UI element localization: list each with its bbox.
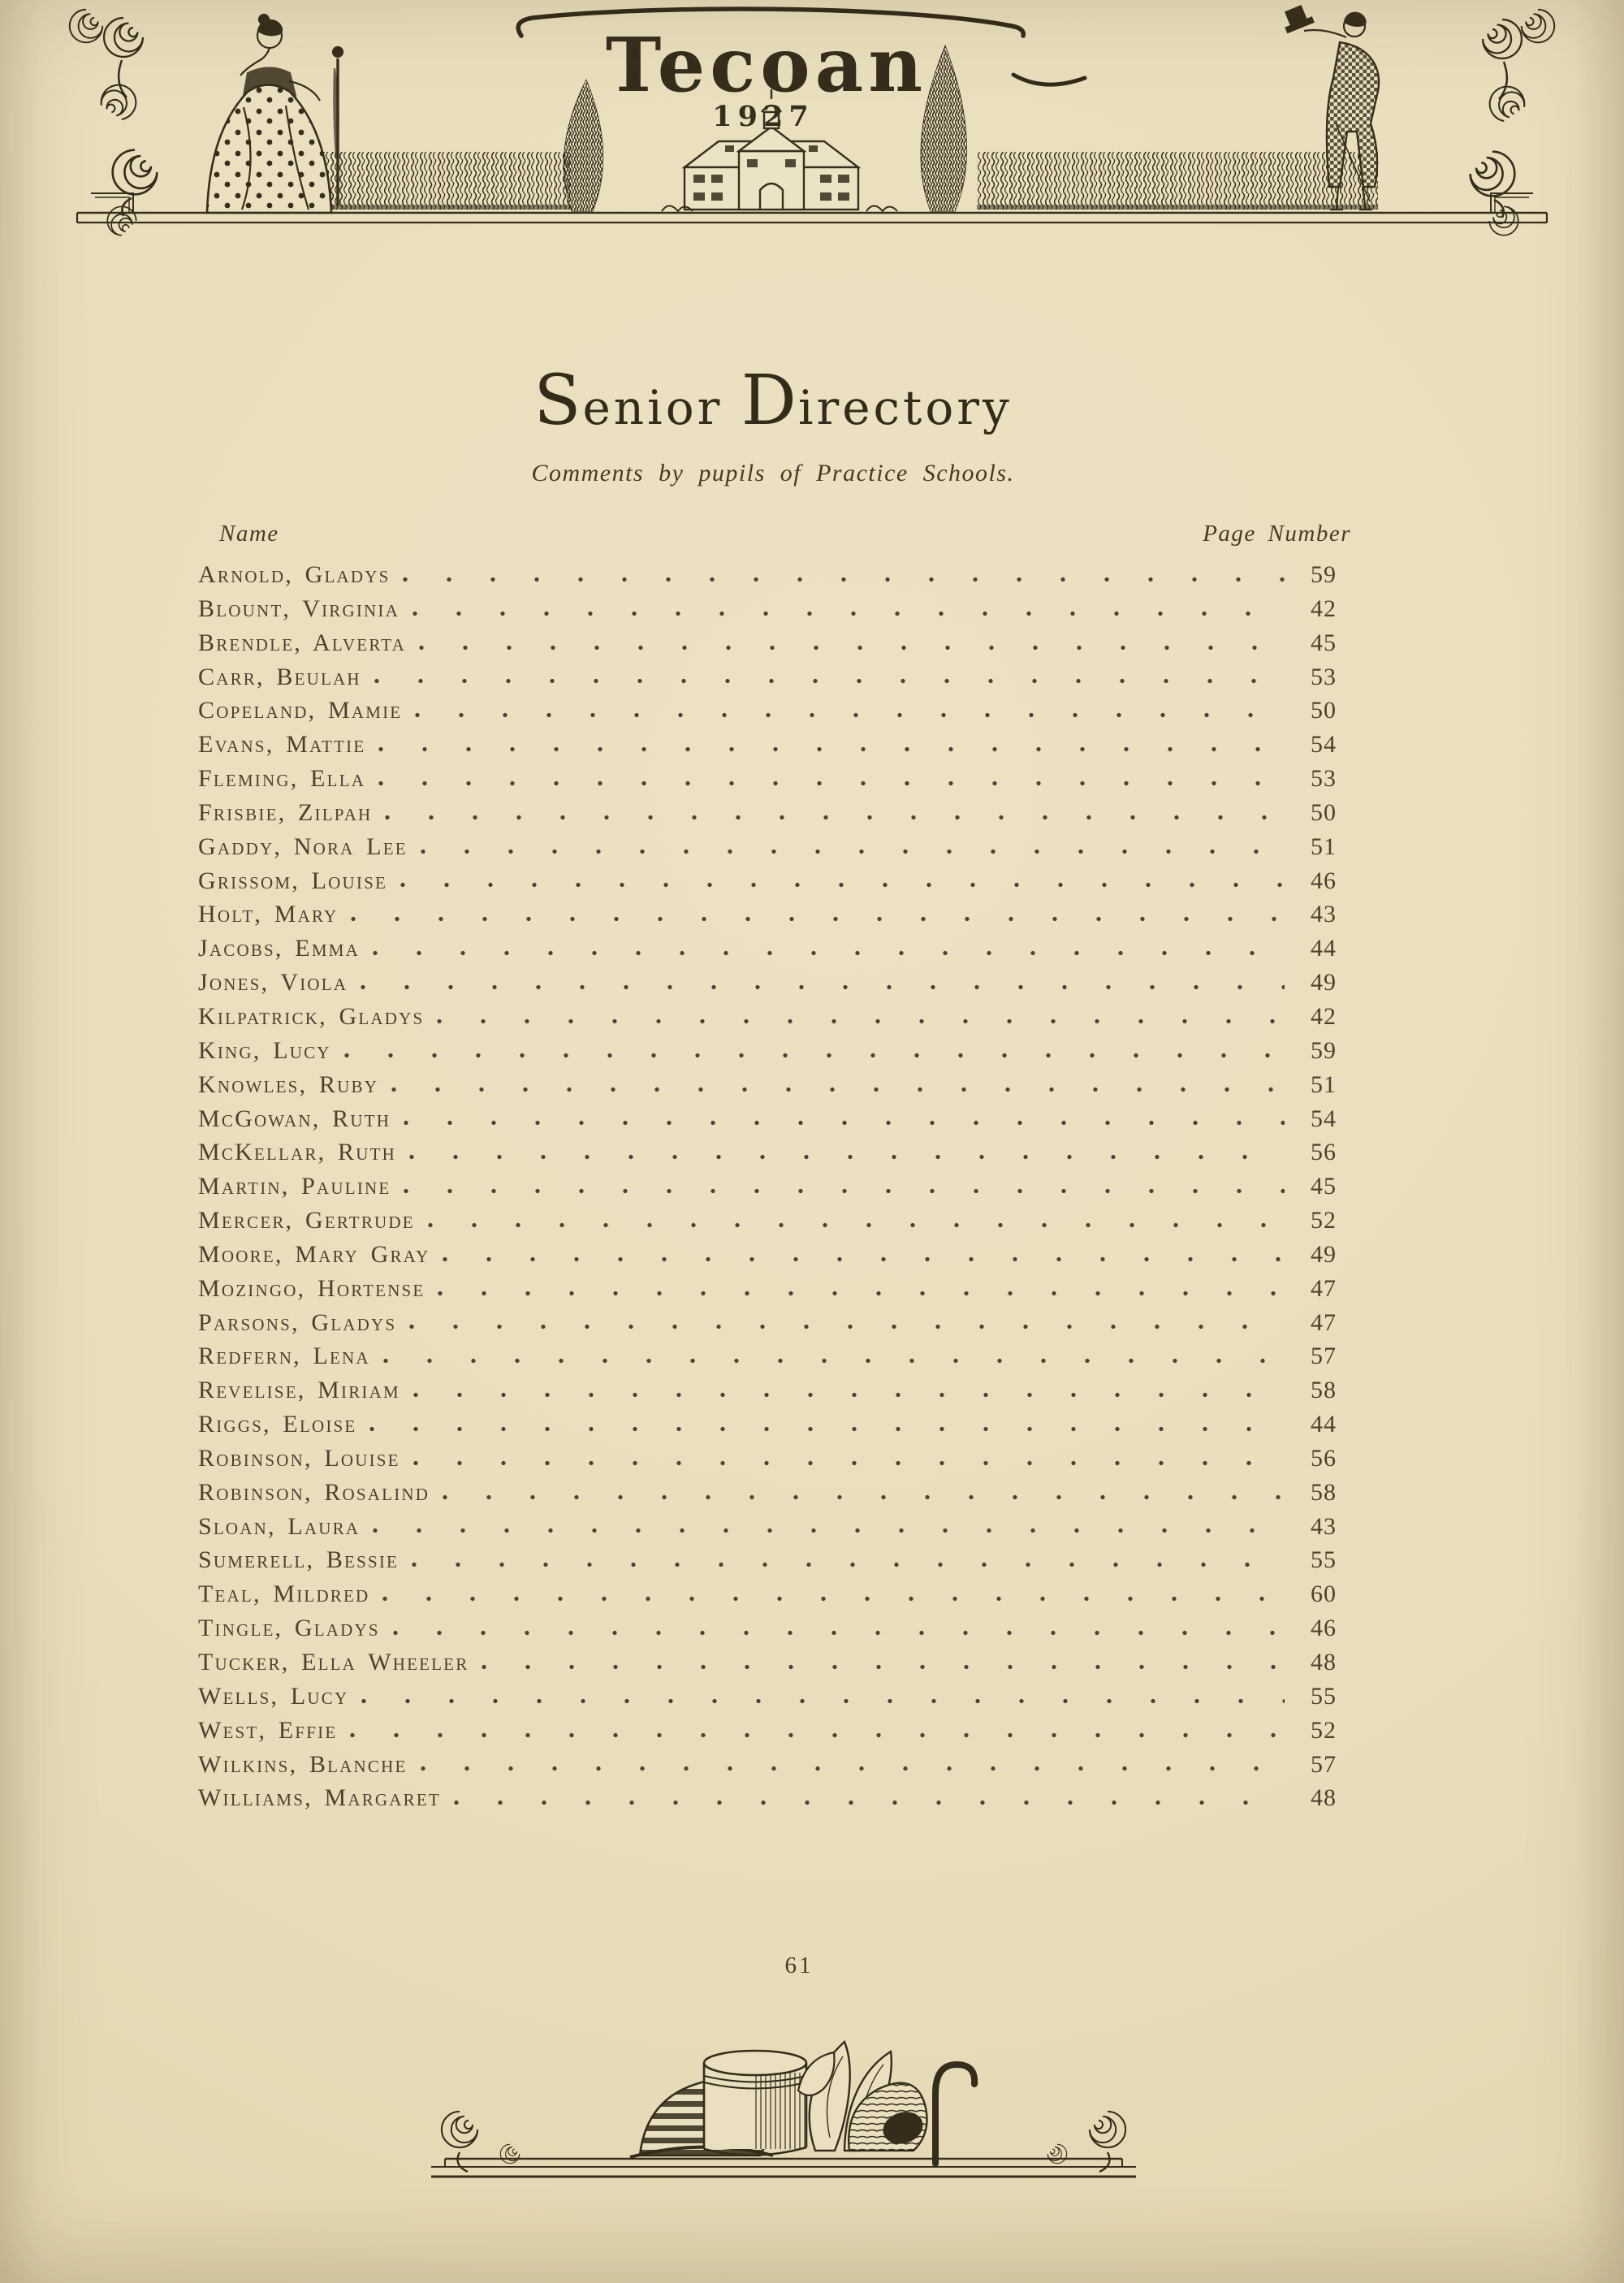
table-row (193, 728, 1353, 762)
scroll-ornament-right (1471, 10, 1555, 236)
directory-name: Wells, Lucy (198, 1682, 349, 1710)
directory-page-number: 47 (1311, 1274, 1337, 1302)
directory-page-number: 47 (1311, 1308, 1337, 1336)
directory-name: Williams, Margaret (198, 1784, 441, 1812)
directory-page-number: 59 (1311, 561, 1337, 588)
table-row (193, 626, 1353, 660)
dot-leader (390, 558, 1294, 592)
dot-leader (365, 762, 1294, 796)
directory-page-number: 51 (1311, 1070, 1337, 1098)
directory-name: Robinson, Louise (198, 1444, 400, 1472)
footer-ornament (0, 1991, 1624, 2219)
directory-name: Jones, Viola (198, 969, 348, 997)
dot-leader (387, 864, 1294, 898)
dot-leader (402, 694, 1294, 728)
directory-list (193, 558, 1353, 1815)
directory-page-number: 48 (1311, 1649, 1337, 1675)
directory-page-number: 60 (1311, 1580, 1337, 1608)
table-row (193, 1645, 1353, 1680)
directory-page-number: 49 (1311, 1240, 1337, 1268)
table-row (193, 1781, 1353, 1815)
directory-name: Grissom, Louise (198, 867, 388, 894)
dot-leader (391, 1102, 1294, 1136)
table-row (193, 1272, 1353, 1306)
dot-leader (391, 1170, 1294, 1204)
directory-name: Evans, Mattie (198, 731, 366, 759)
directory-page-number: 52 (1311, 1716, 1337, 1744)
directory-name: Redfern, Lena (198, 1343, 370, 1370)
yearbook-title: Tecoan (605, 21, 928, 109)
page-title: Senior Directory (533, 361, 1013, 441)
directory-page-number: 53 (1311, 663, 1337, 690)
directory-page-number: 55 (1311, 1682, 1337, 1710)
column-header-page: Page Number (1203, 521, 1351, 547)
dot-leader (408, 830, 1294, 864)
dot-leader (441, 1781, 1294, 1815)
directory-page-number: 57 (1311, 1750, 1337, 1778)
directory-page-number: 54 (1311, 1105, 1337, 1132)
table-row (193, 1135, 1353, 1170)
directory-page-number: 42 (1311, 1002, 1337, 1030)
hatbox-and-plumes-illustration (630, 2042, 974, 2164)
table-row (193, 1306, 1353, 1340)
dot-leader (369, 1577, 1294, 1611)
directory-page-number: 43 (1311, 901, 1337, 928)
directory-page-number: 58 (1311, 1377, 1337, 1404)
dot-leader (360, 1510, 1294, 1544)
directory-page-number: 44 (1311, 1411, 1337, 1438)
table-row (193, 966, 1353, 1000)
directory-name: Holt, Mary (198, 901, 339, 928)
directory-name: Martin, Pauline (198, 1173, 391, 1200)
table-row (193, 558, 1353, 592)
directory-name: Mozingo, Hortense (198, 1274, 425, 1302)
directory-page-number: 59 (1311, 1036, 1337, 1064)
directory-page-number: 42 (1311, 595, 1337, 622)
directory-name: Kilpatrick, Gladys (198, 1002, 425, 1030)
directory-page-number: 45 (1311, 629, 1337, 656)
dot-leader (425, 1272, 1294, 1306)
directory-name: Brendle, Alverta (198, 629, 406, 656)
directory-page-number: 49 (1311, 969, 1337, 997)
table-row (193, 1442, 1353, 1476)
dot-leader (337, 1714, 1294, 1748)
directory-name: Sumerell, Bessie (198, 1546, 400, 1574)
directory-page-number: 58 (1311, 1478, 1337, 1506)
directory-name: Carr, Beulah (198, 663, 361, 690)
scroll-ornament-left (70, 10, 158, 236)
content-column (193, 0, 1353, 2283)
directory-page-number: 51 (1311, 832, 1337, 860)
directory-name: West, Effie (198, 1716, 338, 1744)
directory-page-number: 46 (1311, 1615, 1337, 1642)
directory-name: Sloan, Laura (198, 1512, 361, 1540)
dot-leader (424, 1000, 1294, 1034)
directory-page-number: 50 (1311, 798, 1337, 826)
dot-leader (361, 660, 1294, 694)
dot-leader (380, 1611, 1294, 1645)
directory-name: Tucker, Ella Wheeler (198, 1649, 469, 1675)
dot-leader (378, 1068, 1294, 1102)
dot-leader (399, 1543, 1294, 1577)
dot-leader (408, 1748, 1294, 1782)
directory-name: Jacobs, Emma (198, 935, 360, 962)
table-row (193, 796, 1353, 830)
table-row (193, 694, 1353, 728)
directory-name: Riggs, Eloise (198, 1411, 357, 1438)
table-row (193, 1476, 1353, 1510)
table-row (193, 897, 1353, 932)
dot-leader (430, 1238, 1294, 1272)
table-row (193, 1680, 1353, 1714)
directory-name: Copeland, Mamie (198, 697, 403, 724)
directory-name: Wilkins, Blanche (198, 1750, 408, 1778)
dot-leader (400, 1442, 1294, 1476)
table-row (193, 1577, 1353, 1611)
directory-name: Blount, Virginia (198, 595, 400, 622)
directory-name: Teal, Mildred (198, 1580, 370, 1608)
table-row (193, 592, 1353, 626)
dot-leader (331, 1034, 1294, 1068)
directory-page-number: 55 (1311, 1546, 1337, 1574)
dot-leader (406, 626, 1294, 660)
table-row (193, 1102, 1353, 1136)
table-row (193, 1068, 1353, 1102)
column-header-name: Name (219, 521, 279, 547)
table-row (193, 1714, 1353, 1748)
subtitle: Comments by pupils of Practice Schools. (531, 460, 1015, 486)
dot-leader (396, 1135, 1294, 1170)
directory-name: Moore, Mary Gray (198, 1240, 430, 1268)
table-row (193, 1238, 1353, 1272)
dot-leader (469, 1645, 1294, 1680)
yearbook-year: 1927 (712, 100, 814, 133)
directory-name: Robinson, Rosalind (198, 1478, 430, 1506)
table-row (193, 762, 1353, 796)
dot-leader (415, 1204, 1294, 1238)
directory-page-number: 54 (1311, 731, 1337, 759)
directory-page-number: 53 (1311, 765, 1337, 793)
table-row (193, 1034, 1353, 1068)
table-row (193, 1407, 1353, 1442)
directory-name: Frisbie, Zilpah (198, 798, 373, 826)
dot-leader (356, 1407, 1294, 1442)
directory-name: Tingle, Gladys (198, 1615, 380, 1642)
table-row (193, 1170, 1353, 1204)
table-row (193, 1339, 1353, 1373)
directory-name: Mercer, Gertrude (198, 1207, 415, 1234)
table-row (193, 1611, 1353, 1645)
dot-leader (400, 1373, 1294, 1407)
table-row (193, 1000, 1353, 1034)
dot-leader (338, 897, 1294, 932)
dot-leader (348, 1680, 1294, 1714)
directory-name: Parsons, Gladys (198, 1308, 397, 1336)
footer-rail (431, 2159, 1136, 2177)
directory-name: Revelise, Miriam (198, 1377, 400, 1404)
directory-name: McKellar, Ruth (198, 1139, 396, 1166)
dot-leader (348, 966, 1294, 1000)
dot-leader (360, 932, 1294, 966)
directory-name: Arnold, Gladys (198, 561, 391, 588)
table-row (193, 660, 1353, 694)
directory-name: Gaddy, Nora Lee (198, 832, 408, 860)
table-row (193, 864, 1353, 898)
table-row (193, 830, 1353, 864)
dot-leader (370, 1339, 1294, 1373)
directory-name: McGowan, Ruth (198, 1105, 391, 1132)
directory-page-number: 50 (1311, 697, 1337, 724)
directory-page-number: 57 (1311, 1343, 1337, 1370)
directory-page-number: 45 (1311, 1173, 1337, 1200)
dot-leader (372, 796, 1294, 830)
directory-name: Fleming, Ella (198, 765, 366, 793)
directory-page-number: 44 (1311, 935, 1337, 962)
table-row (193, 1204, 1353, 1238)
table-row (193, 1373, 1353, 1407)
column-headers (193, 521, 1353, 547)
directory-page-number: 43 (1311, 1512, 1337, 1540)
table-row (193, 1748, 1353, 1782)
table-row (193, 1543, 1353, 1577)
folio-page-number: 61 (784, 1952, 814, 1978)
table-row (193, 932, 1353, 966)
table-row (193, 1510, 1353, 1544)
directory-page-number: 56 (1311, 1139, 1337, 1166)
directory-name: Knowles, Ruby (198, 1070, 379, 1098)
dot-leader (396, 1306, 1294, 1340)
dot-leader (400, 592, 1294, 626)
directory-page-number: 46 (1311, 867, 1337, 894)
directory-page-number: 48 (1311, 1784, 1337, 1812)
dot-leader (365, 728, 1294, 762)
directory-page-number: 52 (1311, 1207, 1337, 1234)
directory-name: King, Lucy (198, 1036, 331, 1064)
directory-page-number: 56 (1311, 1444, 1337, 1472)
dot-leader (430, 1476, 1294, 1510)
